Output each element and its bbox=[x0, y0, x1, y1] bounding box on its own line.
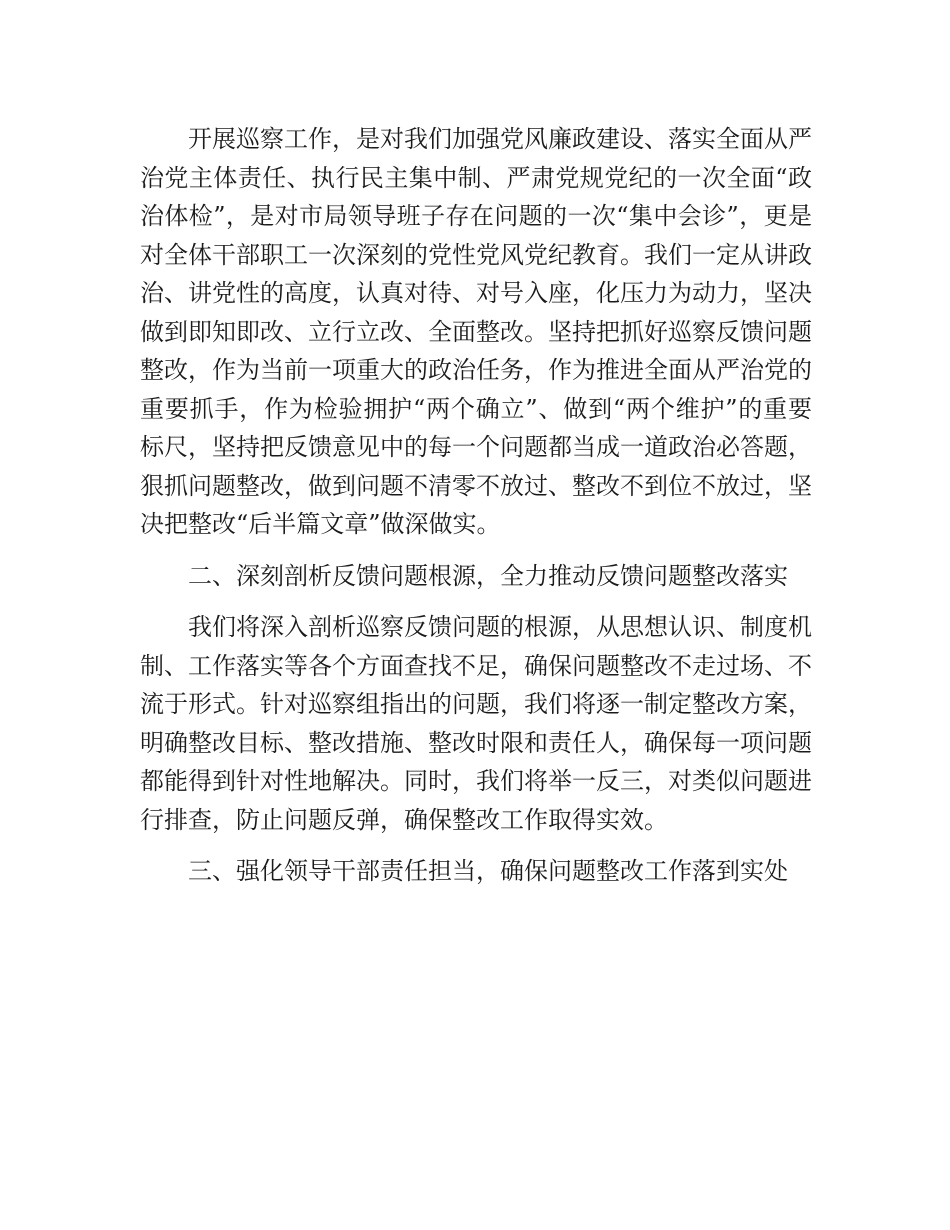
section-heading-3: 三、强化领导干部责任担当，确保问题整改工作落到实处 bbox=[188, 857, 788, 885]
document-body bbox=[140, 120, 812, 891]
paragraph-2: 我们将深入剖析巡察反馈问题的根源，从思想认识、制度机制、工作落实等各个方面查找不足，确保问题整改不走过场、不流于形式。针对巡察组指出的问题，我们将逐一制定整改方案，明确整改目标、整改措施、整改时限和责任人，确保每一项问题都能得到针对性地解决。同时，我们将举一反三，对类似问题进行排查，防止问题反弹，确保整改工作取得实效。 bbox=[140, 613, 812, 834]
paragraph-1: 开展巡察工作，是对我们加强党风廉政建设、落实全面从严治党主体责任、执行民主集中制、严肃党规党纪的一次全面“政治体检”，是对市局领导班子存在问题的一次“集中会诊”，更是对全体干部职工一次深刻的党性党风党纪教育。我们一定从讲政治、讲党性的高度，认真对待、对号入座，化压力为动力，坚决做到即知即改、立行立改、全面整改。坚持把抓好巡察反馈问题整改，作为当前一项重大的政治任务，作为推进全面从严治党的重要抓手，作为检验拥护“两个确立”、做到“两个维护”的重要标尺，坚持把反馈意见中的每一个问题都当成一道政治必答题，狠抓问题整改，做到问题不清零不放过、整改不到位不放过，坚决把整改“后半篇文章”做深做实。 bbox=[140, 125, 812, 538]
section-heading-2: 二、深刻剖析反馈问题根源，全力推动反馈问题整改落实 bbox=[188, 561, 788, 590]
